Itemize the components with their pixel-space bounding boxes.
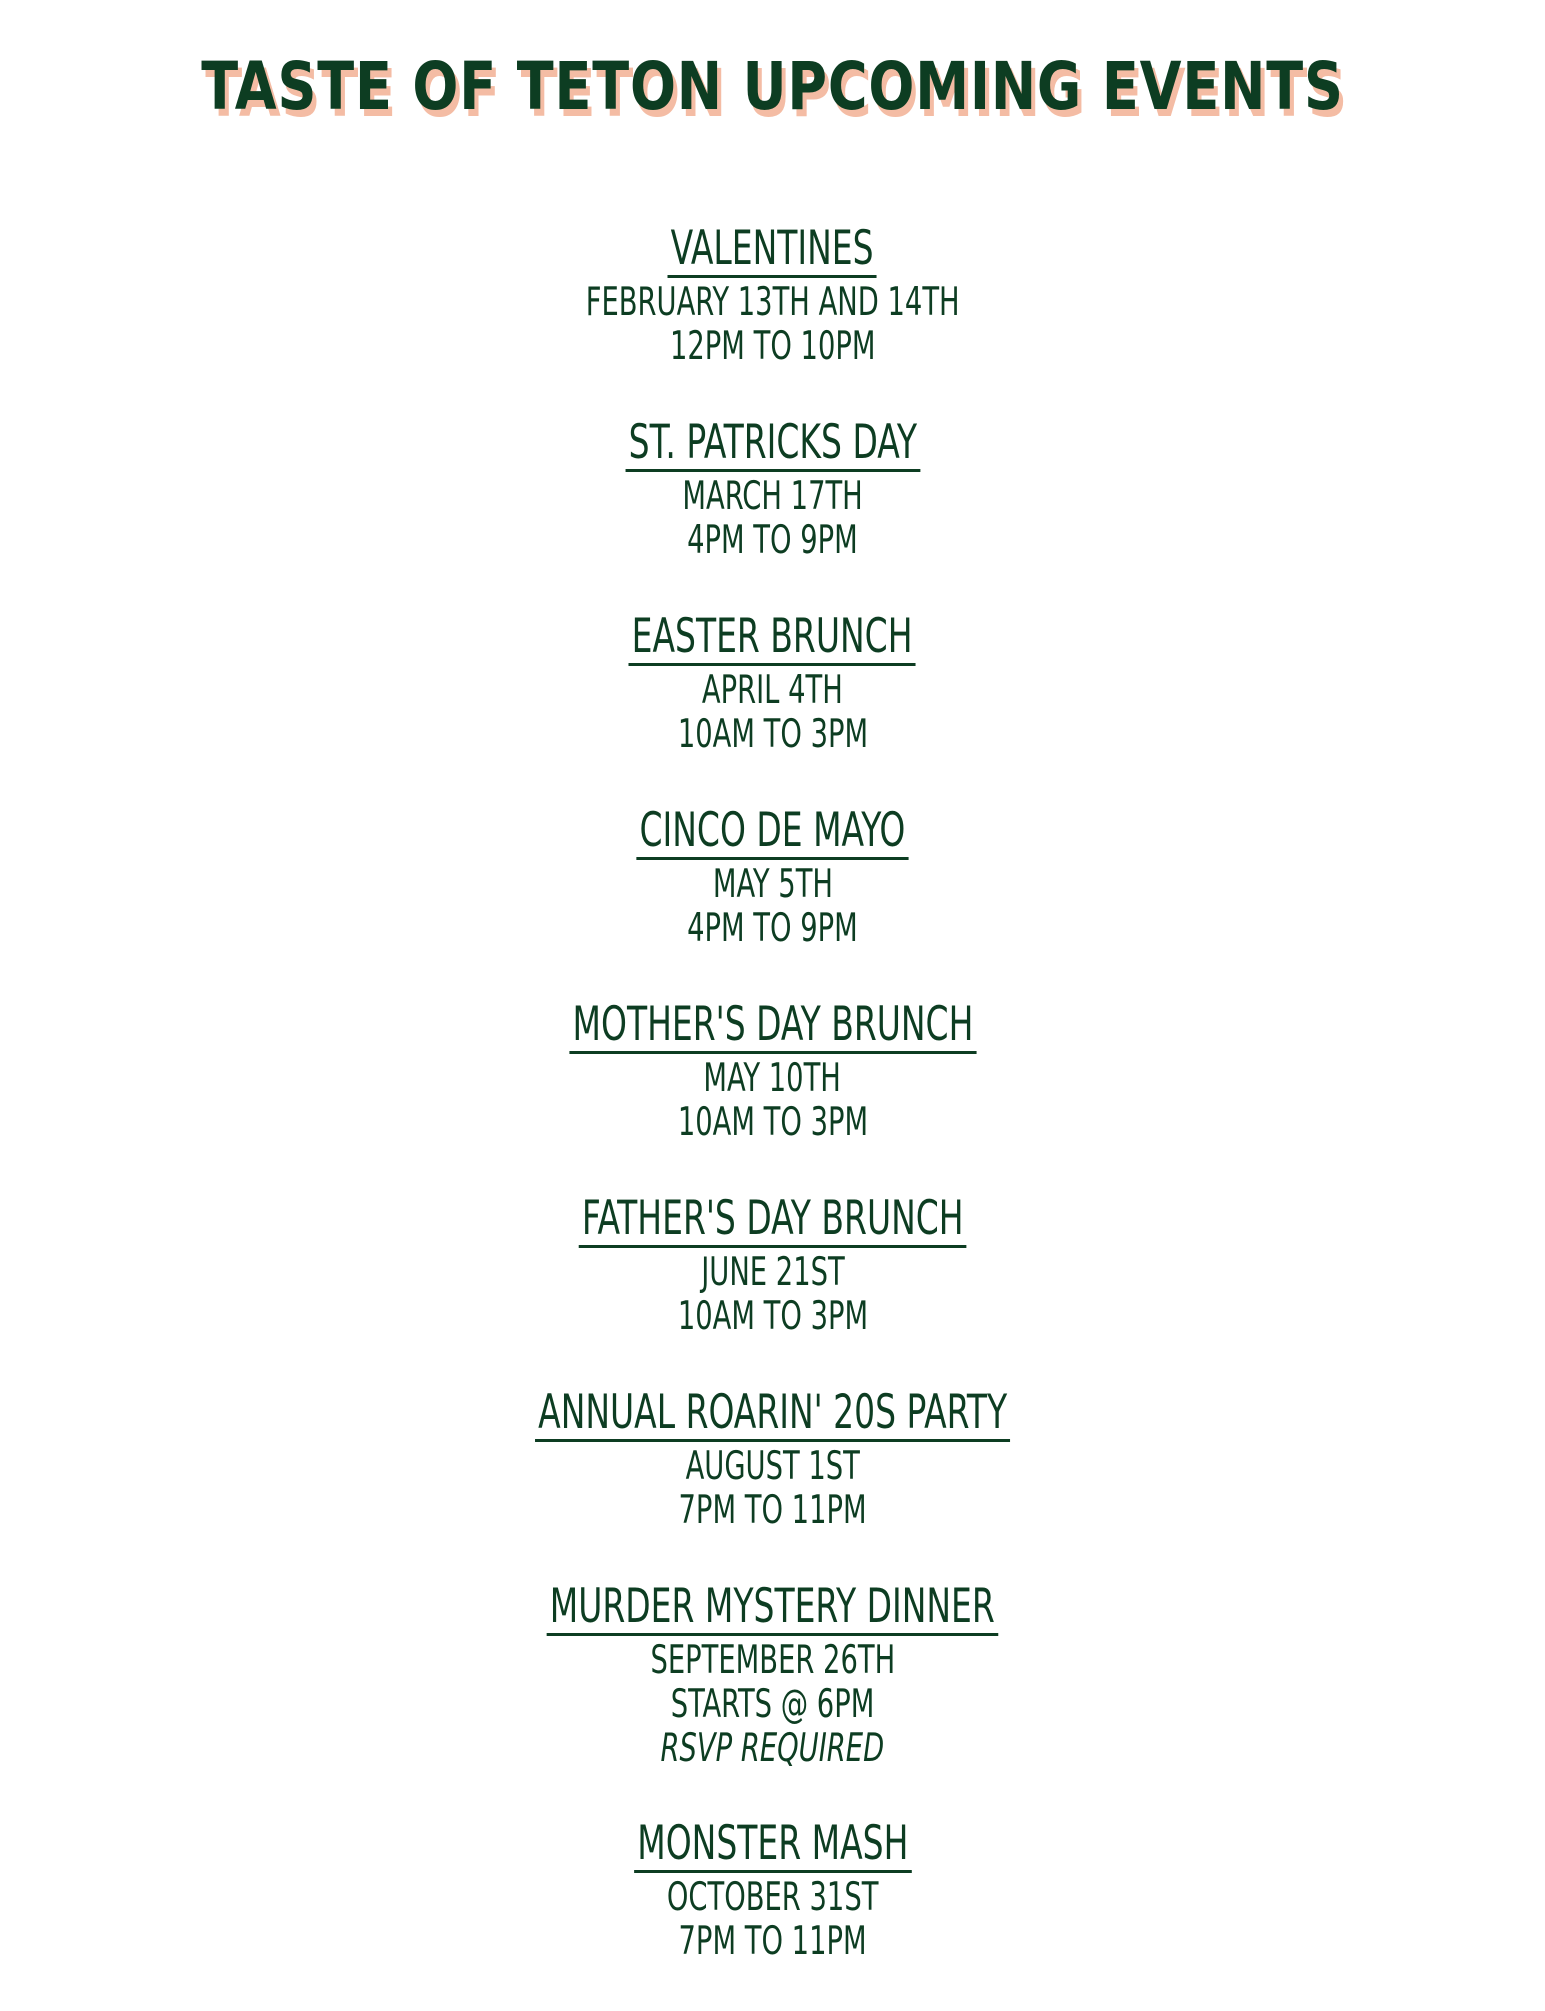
- event-name: MURDER MYSTERY DINNER: [547, 1580, 998, 1636]
- event-name: ANNUAL ROARIN' 20S PARTY: [535, 1386, 1010, 1442]
- event-name: VALENTINES: [668, 222, 877, 278]
- event-name: FATHER'S DAY BRUNCH: [578, 1192, 966, 1248]
- event-item-st-patricks-day: [0, 416, 1545, 610]
- page-title: TASTE OF TETON UPCOMING EVENTS: [201, 48, 1344, 125]
- event-date: FEBRUARY 13TH AND 14TH: [585, 280, 960, 325]
- event-date: JUNE 21ST: [700, 1250, 845, 1295]
- event-item-monster-mash: [0, 1817, 1545, 2011]
- event-time: 7PM TO 11PM: [678, 1919, 867, 1964]
- event-date: APRIL 4TH: [702, 668, 843, 713]
- event-item-fathers-day-brunch: [0, 1192, 1545, 1386]
- event-time: 4PM TO 9PM: [687, 518, 858, 563]
- event-item-easter-brunch: [0, 610, 1545, 804]
- event-time: 7PM TO 11PM: [678, 1488, 867, 1533]
- event-time: 10AM TO 3PM: [677, 1294, 868, 1339]
- event-item-valentines: [0, 222, 1545, 416]
- event-item-mothers-day-brunch: [0, 998, 1545, 1192]
- event-time: 10AM TO 3PM: [677, 1100, 868, 1145]
- event-item-murder-mystery-dinner: [0, 1580, 1545, 1817]
- event-name: MOTHER'S DAY BRUNCH: [569, 998, 976, 1054]
- event-date: AUGUST 1ST: [685, 1444, 860, 1489]
- event-time: 4PM TO 9PM: [687, 906, 858, 951]
- event-name: EASTER BRUNCH: [629, 610, 916, 666]
- event-date: MAY 10TH: [703, 1056, 842, 1101]
- event-time: 12PM TO 10PM: [669, 324, 876, 369]
- event-name: CINCO DE MAYO: [636, 804, 908, 860]
- event-date: MAY 5TH: [712, 862, 833, 907]
- event-name: MONSTER MASH: [634, 1817, 911, 1873]
- event-item-roarin-20s-party: [0, 1386, 1545, 1580]
- event-date: SEPTEMBER 26TH: [650, 1638, 895, 1683]
- event-time: STARTS @ 6PM: [670, 1682, 875, 1727]
- event-item-cinco-de-mayo: [0, 804, 1545, 998]
- events-list: [0, 222, 1545, 2011]
- event-time: 10AM TO 3PM: [677, 712, 868, 757]
- event-name: ST. PATRICKS DAY: [625, 416, 920, 472]
- event-date: OCTOBER 31ST: [666, 1875, 879, 1920]
- event-date: MARCH 17TH: [682, 474, 863, 519]
- event-note: RSVP REQUIRED: [660, 1726, 885, 1771]
